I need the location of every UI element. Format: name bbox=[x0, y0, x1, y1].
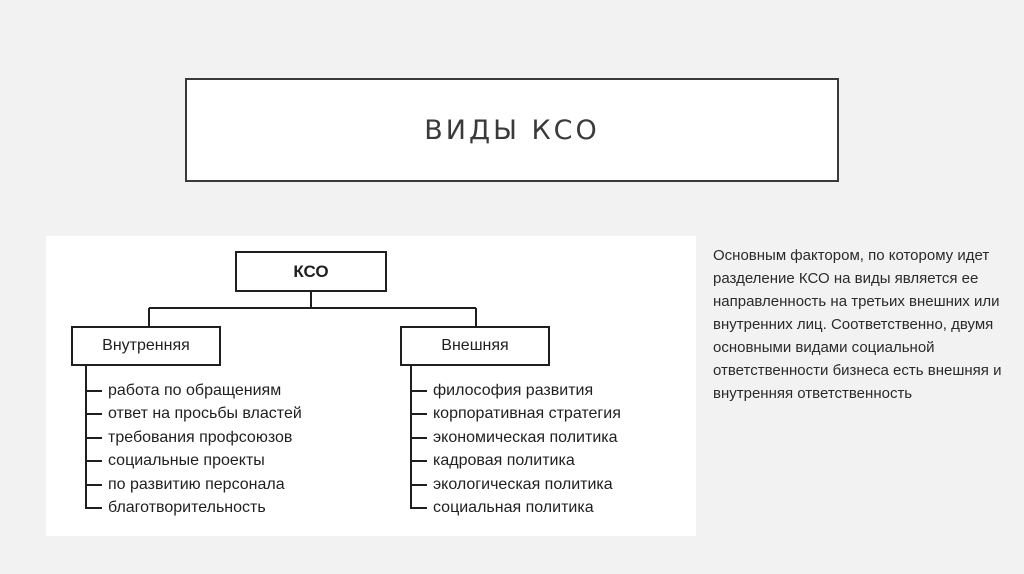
external-item: социальная политика bbox=[433, 499, 594, 517]
internal-item: ответ на просьбы властей bbox=[108, 405, 302, 423]
external-ticks bbox=[411, 391, 427, 508]
external-item: экономическая политика bbox=[433, 428, 618, 446]
external-items bbox=[433, 379, 621, 519]
external-node: Внешняя bbox=[400, 326, 550, 366]
internal-item: работа по обращениям bbox=[108, 382, 282, 399]
description-text: Основным фактором, по которому идет разделение КСО на виды является ее направленность на третьих внешних или внутренних лиц. Соответственно, двумя основными видами социальной ответственности бизнеса есть внешняя и внутренняя ответственность bbox=[713, 247, 1002, 402]
internal-items bbox=[108, 379, 302, 519]
root-node: КСО bbox=[235, 251, 387, 292]
internal-item: по развитию персонала bbox=[108, 475, 285, 493]
external-item: экологическая политика bbox=[433, 475, 613, 493]
slide-title: ВИДЫ КСО bbox=[424, 114, 600, 146]
external-item: философия развития bbox=[433, 382, 594, 399]
ksr-diagram bbox=[46, 236, 696, 536]
internal-item: требования профсоюзов bbox=[108, 428, 293, 446]
external-item: кадровая политика bbox=[433, 452, 575, 470]
internal-node: Внутренняя bbox=[71, 326, 221, 366]
internal-ticks bbox=[86, 391, 102, 508]
external-item: корпоративная стратегия bbox=[433, 405, 621, 423]
internal-item: социальные проекты bbox=[108, 452, 265, 470]
title-box bbox=[185, 78, 839, 182]
internal-item: благотворительность bbox=[108, 499, 266, 517]
